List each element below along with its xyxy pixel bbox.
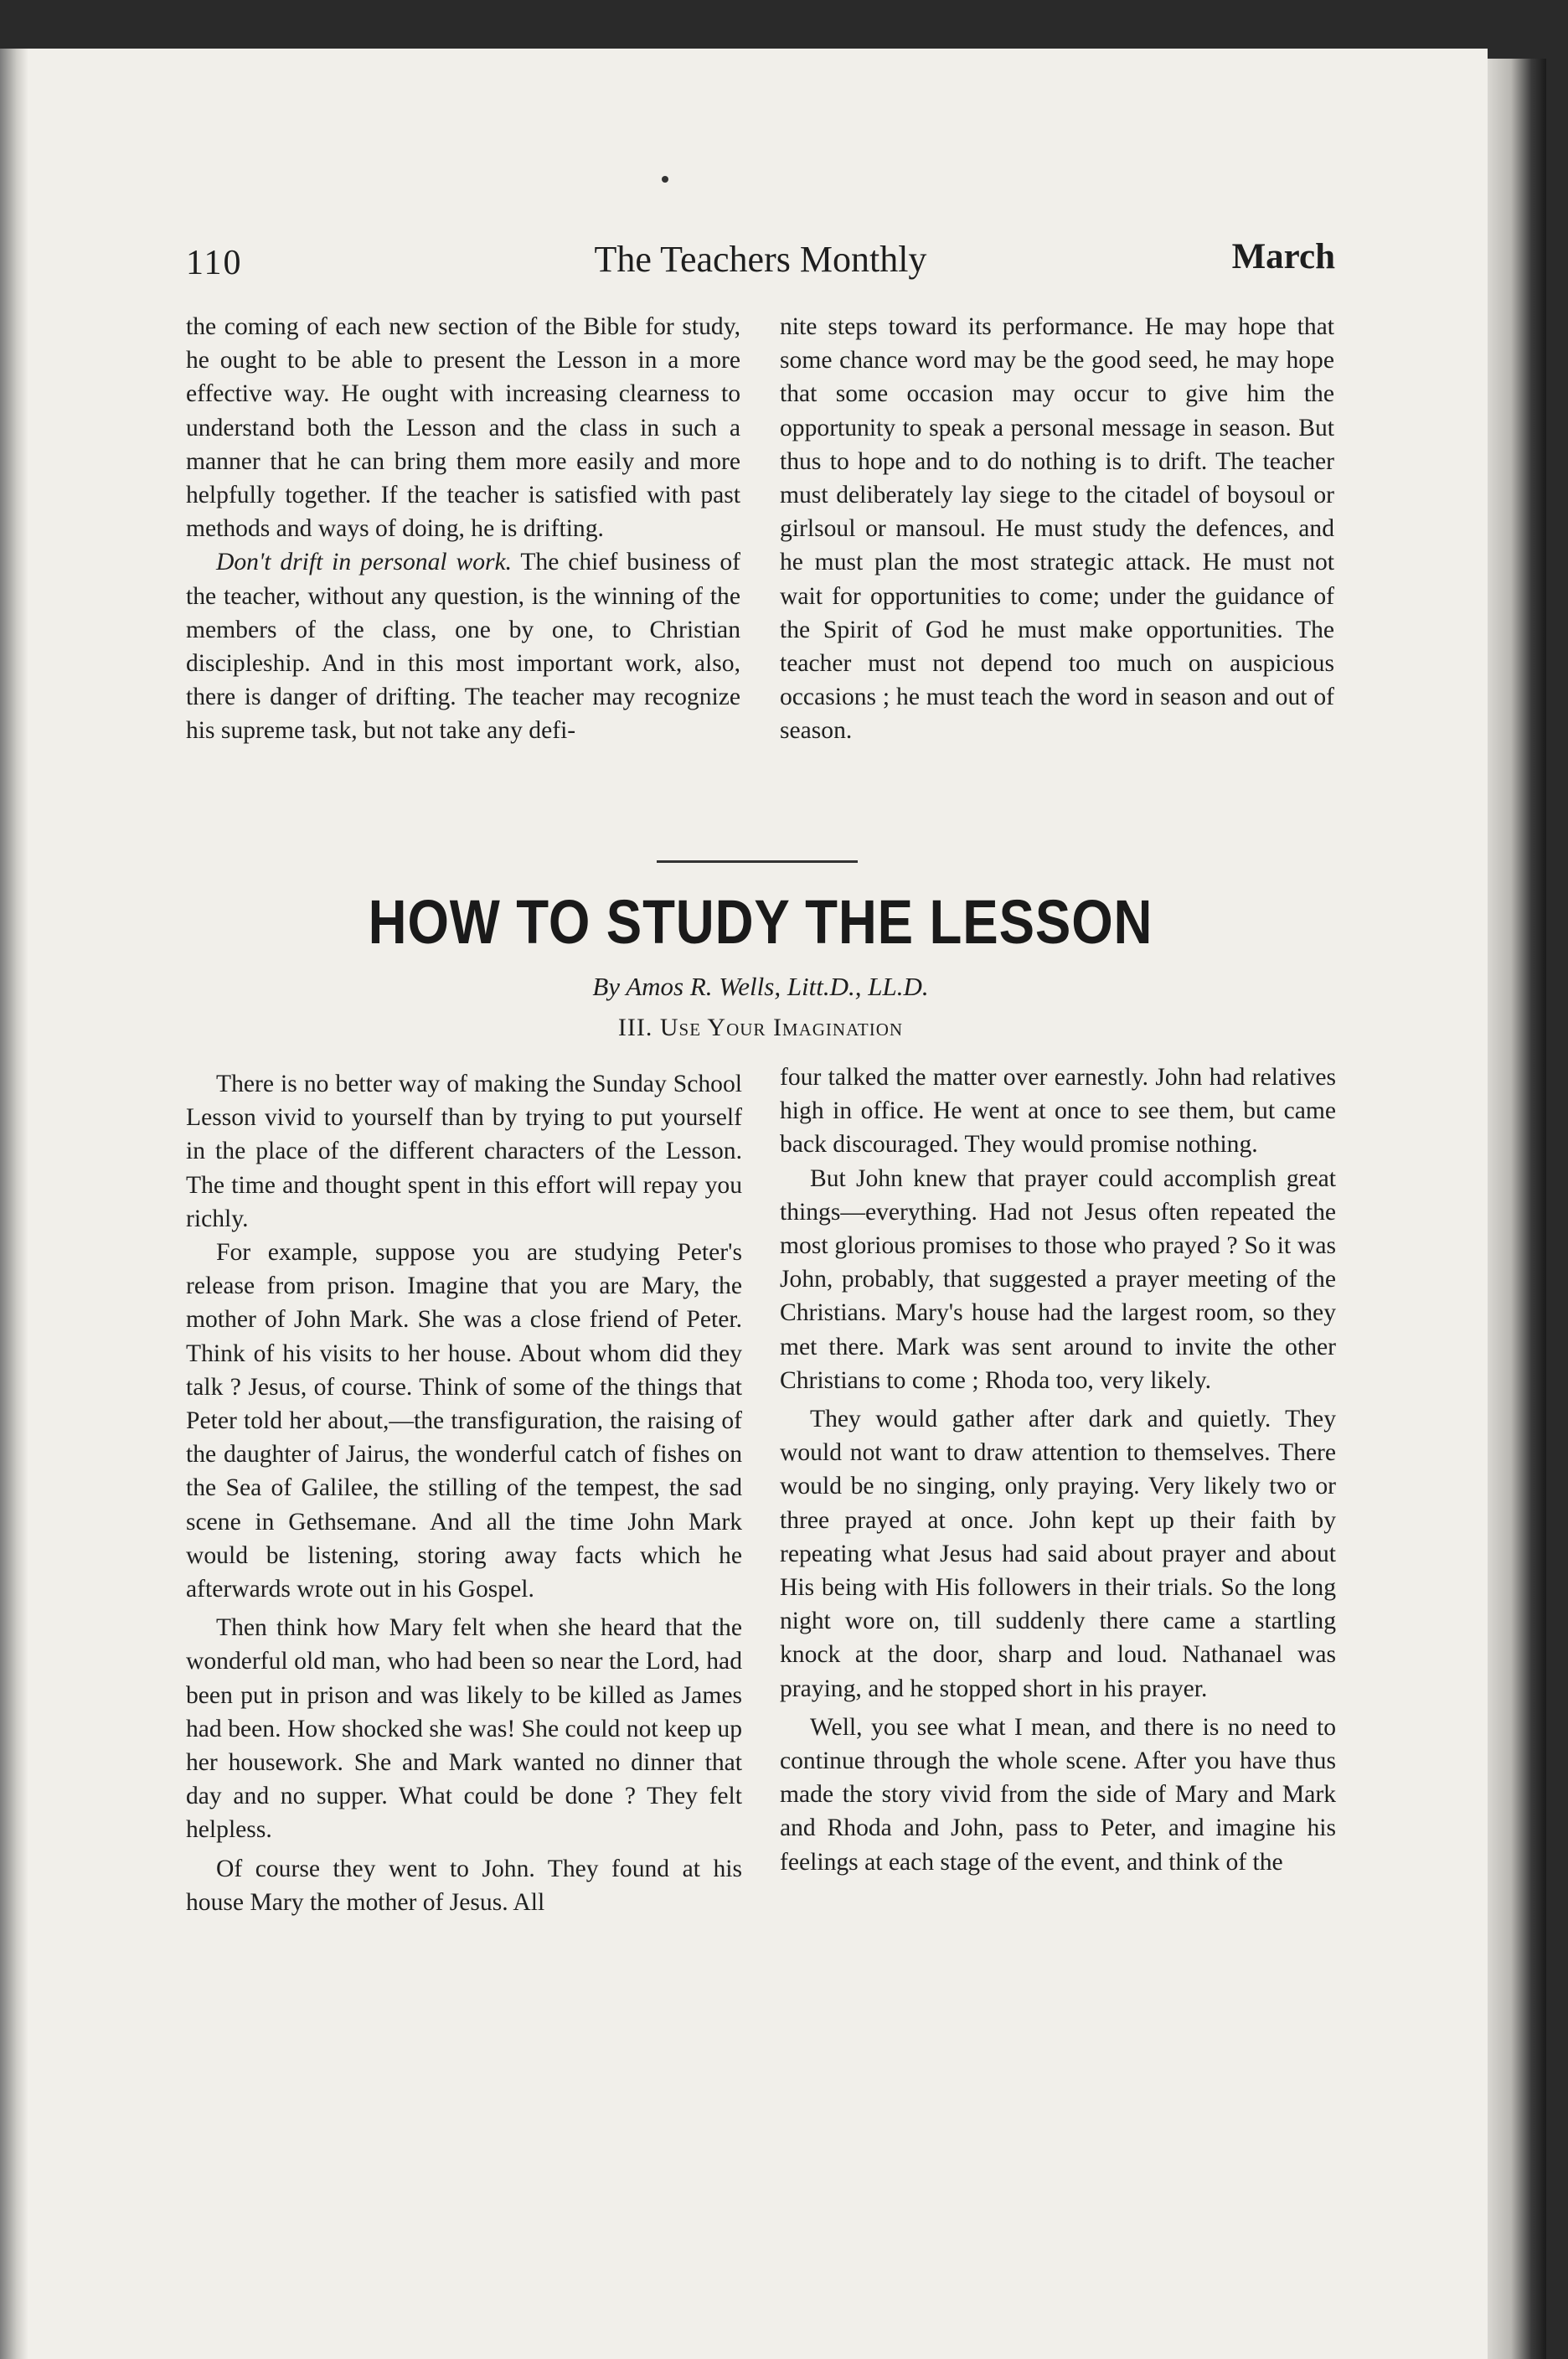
page-number: 110 (186, 244, 243, 282)
paragraph-rest: The chief business of the teacher, without any question, is the winning of the members of the class, one by one, to Christian discipleship. And in this most important work, also, there is danger of drifting. The teacher may recognize his supreme task, but not take any defi- (186, 549, 740, 745)
continued-left-column (186, 310, 740, 748)
article-title: HOW TO STUDY THE LESSON (368, 887, 1153, 957)
paragraph-lead-italic: Don't drift in personal work. (216, 549, 513, 576)
paragraph: But John knew that prayer could accomplish great things—everything. Had not Jesus often repeated the most glorious promises to those who prayed ? So it was John, probably, that suggested a prayer meeting of the Christians. Mary's house had the largest room, so they met there. Mark was sent around to invite the other Christians to come ; Rhoda too, very likely. (780, 1164, 1336, 1394)
article-byline: By Amos R. Wells, Litt.D., LL.D. (592, 972, 929, 1001)
issue-month: March (1231, 237, 1335, 276)
paragraph: nite steps toward its performance. He may hope that some chance word may be the good seed, he may hope that some occasion may occur to give him the opportunity to speak a personal message in season. But thus to hope and to do nothing is to drift. The teacher must deliberately lay siege to the citadel of boysoul or girlsoul or mansoul. He must study the defences, and he must plan the most strategic attack. He must not wait for opportunities to come; under the guidance of the Spirit of God he must make opportunities. The teacher must not depend too much on auspicious occasions ; he must teach the word in season and out of season. (780, 313, 1334, 745)
paragraph: For example, suppose you are studying Peter's release from prison. Imagine that you are Mary, the mother of John Mark. She was a close friend of Peter. Think of his visits to her house. About whom did they talk ? Jesus, of course. Think of some of the things that Peter told her about,—the transfiguration, the raising of the daughter of Jairus, the wonderful catch of fishes on the Sea of Galilee, the stilling of the tempest, the sad scene in Gethsemane. And all the time John Mark would be listening, storing away facts which he afterwards wrote out in his Gospel. (186, 1239, 742, 1603)
article-left-column (186, 1067, 742, 1919)
paragraph: There is no better way of making the Sunday School Lesson vivid to yourself than by trying to put yourself in the place of the different characters of the Lesson. The time and thought spent in this effort will repay you richly. (186, 1071, 742, 1232)
article-section-heading: III. Use Your Imagination (617, 1014, 904, 1041)
paragraph: Well, you see what I mean, and there is no need to continue through the whole scene. After you have thus made the story vivid from the side of Mary and Mark and Rhoda and John, pass to Peter, and imagine his feelings at each stage of the event, and think of the (780, 1713, 1336, 1876)
running-head (186, 236, 1335, 295)
print-speck (662, 176, 668, 183)
page-edge (1488, 59, 1546, 2359)
paragraph: Of course they went to John. They found at his house Mary the mother of Jesus. All (186, 1855, 742, 1916)
paragraph (186, 545, 740, 747)
paragraph: Then think how Mary felt when she heard that the wonderful old man, who had been so near the Lord, had been put in prison and was likely to be killed as James had been. How shocked she was! She could not keep up her housework. She and Mark wanted no dinner that day and no supper. What could be done ? They felt helpless. (186, 1614, 742, 1844)
continued-right-column (780, 310, 1334, 748)
paragraph: They would gather after dark and quietly. They would not want to draw attention to themselves. There would be no singing, only praying. Very likely two or three prayed at once. John kept up their faith by repeating what Jesus had said about prayer and about His being with His followers in their trials. So the long night wore on, till suddenly there came a startling knock at the door, sharp and loud. Nathanael was praying, and he stopped short in his prayer. (780, 1406, 1336, 1702)
binding-shadow (0, 49, 28, 2359)
section-divider (657, 860, 858, 863)
article-right-column (780, 1061, 1336, 1879)
paragraph: four talked the matter over earnestly. John had relatives high in office. He went at once to see them, but came back discouraged. They would promise nothing. (780, 1064, 1336, 1159)
journal-title: The Teachers Monthly (594, 239, 927, 280)
paragraph: the coming of each new section of the Bible for study, he ought to be able to present the Lesson in a more effective way. He ought with increasing clearness to understand both the Lesson and the class in such a manner that he can bring them more easily and more helpfully together. If the teacher is satisfied with past methods and ways of doing, he is drifting. (186, 313, 740, 543)
